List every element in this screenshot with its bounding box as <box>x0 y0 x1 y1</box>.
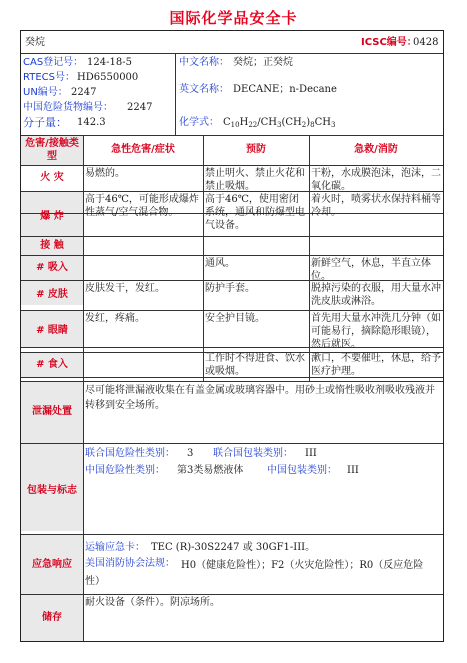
row-inhale-aid: 新鲜空气，休息，半直立体位。 <box>311 258 431 282</box>
un-pack-value: III <box>305 448 317 459</box>
icsc-label: ICSC编号： <box>361 37 417 48</box>
header-prevention: 预防 <box>246 144 266 155</box>
nfpa-label: 美国消防协会法规： <box>85 558 175 569</box>
row-eyes-label: # 眼睛 <box>36 325 68 336</box>
row-contact-label: 接 触 <box>40 240 64 251</box>
transport-card-label: 运输应急卡： <box>85 542 145 553</box>
card-title: 国际化学品安全卡 <box>169 9 298 27</box>
cn-class-value: 第3类易燃液体 <box>177 465 244 476</box>
header-acute: 急性危害/症状 <box>111 144 175 155</box>
safety-card-frame <box>20 30 444 642</box>
row-inhale-label: # 吸入 <box>36 262 68 273</box>
row-eyes-prevention: 安全护目镜。 <box>205 313 265 324</box>
icsc-number: 0428 <box>413 37 439 48</box>
cas-value: 124-18-5 <box>87 57 132 68</box>
row-skin-prevention: 防护手套。 <box>205 283 255 294</box>
row-eyes-acute: 发红，疼痛。 <box>85 313 145 324</box>
emergency-label: 应急响应 <box>32 559 72 570</box>
row-fire-label: 火 灾 <box>40 172 64 183</box>
cas-label: CAS登记号： <box>23 57 84 68</box>
spill-label: 泄漏处置 <box>32 406 72 417</box>
storage-label: 储存 <box>42 612 62 623</box>
header-first-aid: 急救/消防 <box>354 144 398 155</box>
nfpa-value: H0（健康危险性）；F2（火灾危险性）；R0（反应危险性） <box>85 560 424 587</box>
row-skin-label: # 皮肤 <box>36 289 68 300</box>
rtecs-label: RTECS号： <box>23 72 75 83</box>
un-value: 2247 <box>71 87 97 98</box>
chemical-name: 癸烷 <box>25 37 45 48</box>
chemical-formula: $C_{10}H_{22}/CH_3(CH_2)_8CH_3$ <box>223 117 336 129</box>
row-fire-prevention: 禁止明火、禁止火花和禁止吸烟。 <box>205 168 305 192</box>
header-hazard-type: 危害/接触类型 <box>25 138 79 162</box>
row-eyes-aid: 首先用大量水冲洗几分钟（如可能易行，摘除隐形眼镜），然后就医。 <box>311 313 441 350</box>
row-explosion-label: 爆 炸 <box>40 211 64 222</box>
un-class-label: 联合国危险性类别： <box>85 448 175 459</box>
transport-card-value: TEC (R)-30S2247 或 30GF1-III。 <box>151 542 316 553</box>
row-explosion-acute: 高于46℃，可能形成爆炸性蒸气/空气混合物。 <box>85 194 199 218</box>
rtecs-value: HD6550000 <box>77 72 139 83</box>
row-fire-acute: 易燃的。 <box>85 168 125 179</box>
row-skin-aid: 脱掉污染的衣服，用大量水冲洗皮肤或淋浴。 <box>311 283 441 307</box>
mw-label: 分子量： <box>23 116 67 129</box>
spill-text: 尽可能将泄漏液收集在有盖金属或玻璃容器中。用砂土或惰性吸收剂吸收残液并转移到安全场所。 <box>85 385 435 411</box>
un-pack-label: 联合国包装类别： <box>213 448 293 459</box>
row-ingest-aid: 漱口，不要催吐，休息，给予医疗护理。 <box>311 353 441 377</box>
cn-danger-value: 2247 <box>127 102 153 113</box>
mw-value: 142.3 <box>77 117 106 128</box>
formula-label: 化学式： <box>179 117 219 128</box>
cn-pack-label: 中国包装类别： <box>267 465 337 476</box>
cn-name-label: 中文名称： <box>179 57 229 68</box>
row-skin-acute: 皮肤发干，发红。 <box>85 283 165 294</box>
cn-name-value: 癸烷；正癸烷 <box>233 57 293 68</box>
cn-class-label: 中国危险性类别： <box>85 465 165 476</box>
en-name-label: 英文名称： <box>179 84 229 95</box>
un-label: UN编号： <box>23 87 68 98</box>
un-class-value: 3 <box>187 448 194 459</box>
storage-text: 耐火设备（条件）。阴凉场所。 <box>85 597 220 608</box>
row-inhale-prevention: 通风。 <box>205 258 235 269</box>
row-ingest-prevention: 工作时不得进食、饮水或吸烟。 <box>205 353 305 377</box>
cn-danger-label: 中国危险货物编号： <box>23 102 113 113</box>
en-name-value: DECANE；n-Decane <box>233 84 337 95</box>
row-explosion-prevention: 高于46℃，使用密闭系统，通风和防爆型电气设备。 <box>205 194 305 231</box>
cn-pack-value: III <box>347 465 359 476</box>
row-explosion-aid: 着火时，喷雾状水保持料桶等冷却。 <box>311 194 441 218</box>
row-fire-aid: 干粉，水成膜泡沫，泡沫，二氧化碳。 <box>311 168 441 192</box>
packaging-label: 包装与标志 <box>27 485 77 496</box>
row-ingest-label: # 食入 <box>36 359 68 370</box>
